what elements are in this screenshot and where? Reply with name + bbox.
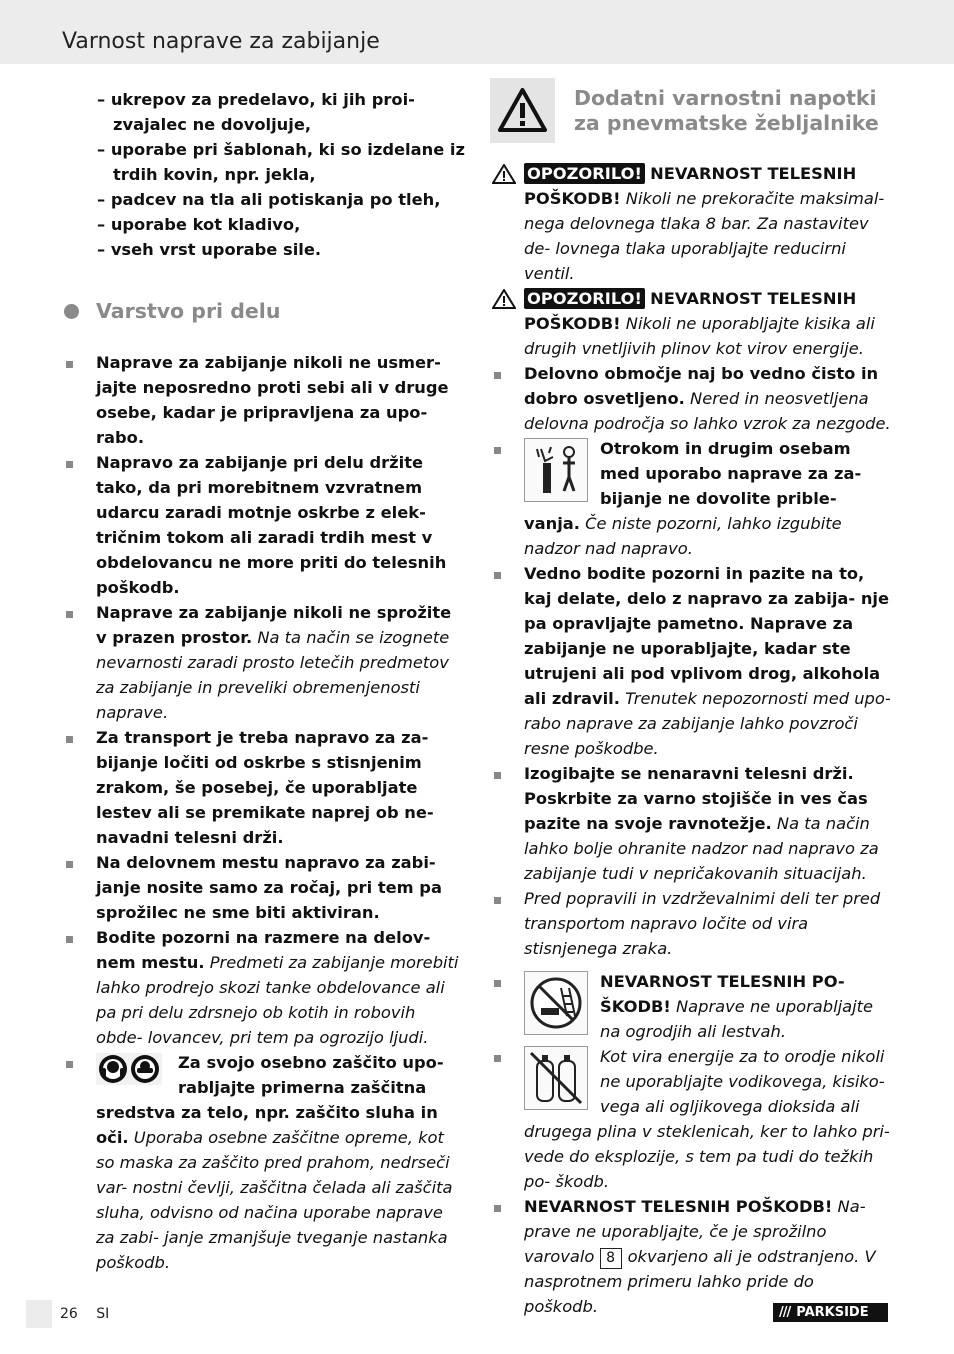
list-item [490,436,892,561]
item-italic-text: Na ta način lahko bolje ohranite nadzor nad napravo za zabijanje tudi v nepričakovanih situacijah. [524,814,879,883]
warning-label: OPOZORILO! [524,288,645,309]
square-bullet-icon [66,736,73,743]
list-item: – uporabe pri šablonah, ki so izdelane iz trdih kovin, npr. jekla, [97,137,466,187]
item-italic-text: Kot vira energije za to orodje nikoli ne uporabljajte vodikovega, kisiko- vega ali ogljikovega dioksida ali drugega plina v steklenicah, ker to lahko pri- vede do eksplozije, s tem pa tudi do težkih po- škodb. [524,1047,890,1191]
item-bold-text: NEVARNOST TELESNIH POŠKODB! [524,289,857,333]
language-code: SI [96,1306,110,1322]
item-italic-text: Nikoli ne uporabljajte kisika ali drugih vnetljivih plinov kot virov energije. [524,314,875,358]
item-bold-text: Bodite pozorni na razmere na delov- nem mestu. [96,928,431,972]
section-title: Varstvo pri delu [96,299,281,323]
square-bullet-icon [494,980,501,987]
list-item [62,725,466,850]
page-number: 26 [60,1306,78,1322]
keep-children-away-icon [524,438,588,502]
square-bullet-icon [66,461,73,468]
item-italic-text: Uporaba osebne zaščitne opreme, kot so maska za zaščito pred prahom, nedrseči var- nostni čevlji, zaščitna čelada ali zaščita sluha, odvisno od načina uporabe naprave za zabi- janje zmanjšuje tveganje nastanka poškodb. [96,1128,453,1272]
list-item [490,761,892,886]
item-italic-text: Če niste pozorni, lahko izgubite nadzor nad napravo. [524,514,842,558]
list-item [62,925,466,1050]
list-item [62,600,466,725]
square-bullet-icon [494,372,501,379]
square-bullet-icon [66,1061,73,1068]
item-bold-text: NEVARNOST TELESNIH POŠKODB! [524,1197,833,1216]
item-bold-text: Izogibajte se nenaravni telesni drži. Poskrbite za varno stojišče in ves čas pazite na svoje ravnotežje. [524,764,868,833]
item-italic-text: Trenutek nepozornosti med upo- rabo naprave za zabijanje lahko povzroči resne poškodbe. [524,689,891,758]
list-item: – padcev na tla ali potiskanja po tleh, [97,187,466,212]
item-italic-text: Na ta način se izognete nevarnosti zaradi prosto letečih predmetov za zabijanje in preveliki obremenjenosti naprave. [96,628,450,722]
page-header [0,0,954,64]
warning-label: OPOZORILO! [524,163,645,184]
item-bold-text: Za transport je treba napravo za za- bijanje ločiti od oskrbe s stisnjenim zrakom, še posebej, če uporabljate lestev ali se premikate naprej ob ne- navadni telesni drži. [96,728,434,847]
warning-triangle-icon [492,289,516,309]
item-italic-text: okvarjeno ali je odstranjeno. V nasprotnem primeru lahko pride do poškodb. [524,1247,876,1316]
list-item [490,886,892,961]
brand-logo [773,1303,888,1322]
item-bold-text: Naprave za zabijanje nikoli ne sprožite v prazen prostor. [96,603,452,647]
warning-block [490,161,892,286]
left-column [62,87,466,1275]
warning-triangle-icon [492,164,516,184]
item-bold-text: Na delovnem mestu napravo za zabi- janje nosite samo za ročaj, pri tem pa sprožilec ne sme biti aktiviran. [96,853,442,922]
square-bullet-icon [66,861,73,868]
section-heading [62,298,466,324]
square-bullet-icon [494,897,501,904]
item-italic-text: Predmeti za zabijanje morebiti lahko prodrejo skozi tanke obdelovance ali pa pri delu zdrsnejo ob kotih in robovih obde- lovancev, pri tem pa ogrozijo ljudi. [96,953,459,1047]
item-bold-text: NEVARNOST TELESNIH POŠKODB! [524,164,857,208]
page-title: Varnost naprave za zabijanje [62,29,380,54]
warning-icon-box [490,78,555,143]
right-column [490,161,892,1319]
square-bullet-icon [494,1205,501,1212]
list-item: – ukrepov za predelavo, ki jih proi- zvajalec ne dovoljuje, [97,87,466,137]
item-bold-text: Za svojo osebno zaščito upo- rabljajte primerna zaščitna sredstva za telo, npr. zaščito sluha in oči. [96,1053,444,1147]
list-item [490,1194,892,1319]
item-bold-text: NEVARNOST TELESNIH PO- ŠKODB! [600,972,845,1016]
part-number-box: 8 [600,1248,622,1269]
square-bullet-icon [494,447,501,454]
logo-slashes: /// [779,1305,791,1320]
no-gas-cylinders-icon [524,1046,588,1110]
list-item: – vseh vrst uporabe sile. [97,237,466,262]
square-bullet-icon [66,361,73,368]
footer-marker [26,1300,52,1328]
square-bullet-icon [66,611,73,618]
no-ladder-icon [524,971,588,1035]
list-item [490,1044,892,1194]
list-item [62,850,466,925]
item-italic-text: Pred popravili in vzdrževalnimi deli ter pred transportom napravo ločite od vira stisnjenega zraka. [524,889,881,958]
item-bold-text: Otrokom in drugim osebam med uporabo naprave za za- bijanje ne dovolite prible- vanja. [524,439,862,533]
list-item-ppe [62,1050,466,1275]
square-bullet-icon [494,572,501,579]
section-title: Dodatni varnostni napotki za pnevmatske žebljalnike [574,86,879,135]
bullet-dot-icon [64,304,79,319]
brand-name: PARKSIDE [796,1305,869,1320]
item-italic-text: Naprave ne uporabljajte na ogrodjih ali lestvah. [600,997,874,1041]
item-italic-text: Na- prave ne uporabljajte, če je sprožilno varovalo [524,1197,866,1266]
list-item [62,450,466,600]
item-bold-text: Delovno območje naj bo vedno čisto in dobro osvetljeno. [524,364,879,408]
list-item [490,361,892,436]
ppe-icon [96,1052,162,1086]
list-item [490,969,892,1044]
list-item [62,350,466,450]
item-bold-text: Naprave za zabijanje nikoli ne usmer- jajte neposredno proti sebi ali v druge osebe, kadar je pripravljena za upo- rabo. [96,353,449,447]
square-bullet-icon [494,772,501,779]
list-item [490,561,892,761]
item-bold-text: Vedno bodite pozorni in pazite na to, kaj delate, delo z napravo za zabija- nje pa opravljajte pametno. Naprave za zabijanje ne uporabljajte, kadar ste utrujeni ali pod vplivom drog, alkohola ali zdravil. [524,564,890,708]
square-bullet-icon [494,1055,501,1062]
item-italic-text: Nikoli ne prekoračite maksimal- nega delovnega tlaka 8 bar. Za nastavitev de- lovnega tlaka uporabljajte reducirni ventil. [524,189,885,283]
list-item: – uporabe kot kladivo, [97,212,466,237]
warning-triangle-icon [490,78,555,143]
square-bullet-icon [66,936,73,943]
footer-text [60,1306,123,1322]
item-bold-text: Napravo za zabijanje pri delu držite tako, da pri morebitnem vzvratnem udarcu zaradi motnje oskrbe z elek- tričnim tokom ali zaradi trdih mest v obdelovancu ne more priti do telesnih poškodb. [96,453,447,597]
warning-block [490,286,892,361]
item-italic-text: Nered in neosvetljena delovna področja so lahko vzrok za nezgode. [524,389,891,433]
